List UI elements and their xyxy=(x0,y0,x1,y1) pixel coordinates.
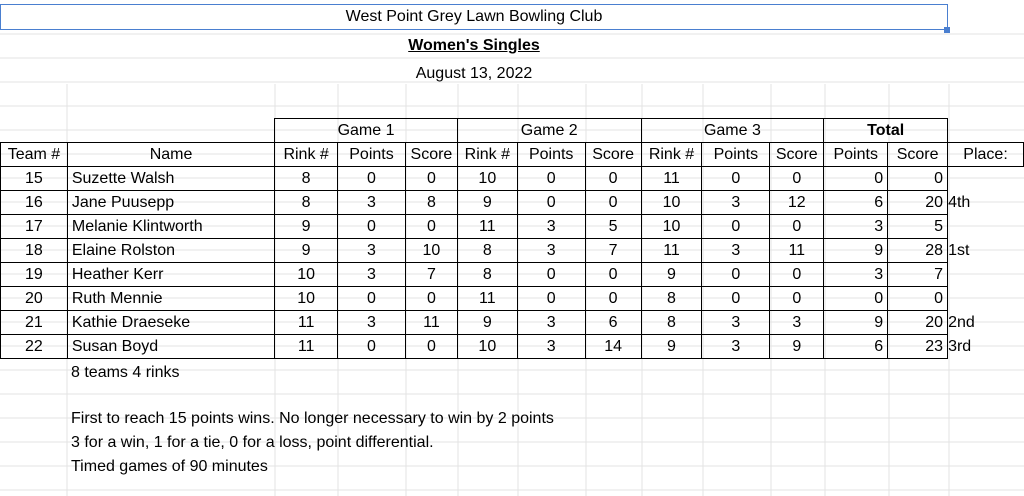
col-g2-score: Score xyxy=(585,143,641,167)
total-points-cell: 6 xyxy=(824,191,888,215)
table-row xyxy=(1,191,1024,215)
g3-rink-cell: 11 xyxy=(641,239,702,263)
g2-score-cell: 6 xyxy=(585,311,641,335)
table-row xyxy=(1,311,1024,335)
g3-rink-cell: 10 xyxy=(641,191,702,215)
total-points-cell: 9 xyxy=(824,311,888,335)
game-3-header: Game 3 xyxy=(641,119,824,143)
col-g1-points: Points xyxy=(338,143,406,167)
g2-rink-cell: 8 xyxy=(457,239,517,263)
g3-points-cell: 3 xyxy=(702,239,770,263)
team-number-cell: 19 xyxy=(1,263,68,287)
g3-score-cell: 9 xyxy=(770,335,824,359)
col-total-points: Points xyxy=(824,143,888,167)
g2-points-cell: 0 xyxy=(517,263,585,287)
g2-rink-cell: 11 xyxy=(457,215,517,239)
g2-rink-cell: 9 xyxy=(457,311,517,335)
total-score-cell: 28 xyxy=(888,239,948,263)
g2-points-cell: 3 xyxy=(517,215,585,239)
g1-points-cell: 0 xyxy=(338,215,406,239)
g3-score-cell: 11 xyxy=(770,239,824,263)
total-points-cell: 3 xyxy=(824,215,888,239)
total-score-cell: 7 xyxy=(888,263,948,287)
table-row xyxy=(1,263,1024,287)
col-g3-score: Score xyxy=(770,143,824,167)
g3-points-cell: 3 xyxy=(702,335,770,359)
table-row xyxy=(1,239,1024,263)
g2-points-cell: 3 xyxy=(517,335,585,359)
blank-cell xyxy=(948,119,1024,143)
g1-points-cell: 0 xyxy=(338,335,406,359)
place-cell xyxy=(948,167,1024,191)
results-table xyxy=(0,118,1024,359)
total-score-cell: 0 xyxy=(888,167,948,191)
total-score-cell: 20 xyxy=(888,311,948,335)
rule-note-3: Timed games of 90 minutes xyxy=(71,458,268,475)
g1-score-cell: 0 xyxy=(405,167,457,191)
g3-points-cell: 0 xyxy=(702,167,770,191)
g1-rink-cell: 10 xyxy=(275,263,338,287)
g1-rink-cell: 9 xyxy=(275,215,338,239)
blank-cell xyxy=(67,119,274,143)
place-cell: 2nd xyxy=(948,311,1024,335)
g2-points-cell: 3 xyxy=(517,311,585,335)
player-name-cell: Jane Puusepp xyxy=(67,191,274,215)
player-name-cell: Suzette Walsh xyxy=(67,167,274,191)
g3-rink-cell: 11 xyxy=(641,167,702,191)
g1-rink-cell: 10 xyxy=(275,287,338,311)
g3-points-cell: 0 xyxy=(702,287,770,311)
rule-note-2: 3 for a win, 1 for a tie, 0 for a loss, point differential. xyxy=(71,434,434,451)
g3-score-cell: 3 xyxy=(770,311,824,335)
game-1-header: Game 1 xyxy=(275,119,458,143)
place-cell: 1st xyxy=(948,239,1024,263)
rule-note-1: First to reach 15 points wins. No longer necessary to win by 2 points xyxy=(71,410,554,427)
total-score-cell: 23 xyxy=(888,335,948,359)
g1-rink-cell: 9 xyxy=(275,239,338,263)
total-points-cell: 6 xyxy=(824,335,888,359)
g2-points-cell: 0 xyxy=(517,167,585,191)
g2-rink-cell: 9 xyxy=(457,191,517,215)
club-title: West Point Grey Lawn Bowling Club xyxy=(345,8,603,25)
g2-rink-cell: 11 xyxy=(457,287,517,311)
team-number-cell: 15 xyxy=(1,167,68,191)
team-number-cell: 16 xyxy=(1,191,68,215)
g3-score-cell: 0 xyxy=(770,263,824,287)
g1-points-cell: 3 xyxy=(338,191,406,215)
blank-cell xyxy=(1,119,68,143)
event-title: Women's Singles xyxy=(408,37,540,54)
g3-points-cell: 3 xyxy=(702,191,770,215)
col-g3-rink: Rink # xyxy=(641,143,702,167)
total-points-cell: 0 xyxy=(824,167,888,191)
g2-points-cell: 0 xyxy=(517,287,585,311)
g1-points-cell: 3 xyxy=(338,311,406,335)
player-name-cell: Melanie Klintworth xyxy=(67,215,274,239)
player-name-cell: Ruth Mennie xyxy=(67,287,274,311)
g2-score-cell: 0 xyxy=(585,263,641,287)
g2-score-cell: 0 xyxy=(585,167,641,191)
table-row xyxy=(1,215,1024,239)
g1-score-cell: 11 xyxy=(405,311,457,335)
col-g2-rink: Rink # xyxy=(457,143,517,167)
col-team: Team # xyxy=(1,143,68,167)
g3-points-cell: 3 xyxy=(702,311,770,335)
player-name-cell: Heather Kerr xyxy=(67,263,274,287)
g3-points-cell: 0 xyxy=(702,215,770,239)
col-g1-score: Score xyxy=(405,143,457,167)
team-number-cell: 21 xyxy=(1,311,68,335)
place-cell xyxy=(948,263,1024,287)
g1-rink-cell: 11 xyxy=(275,311,338,335)
team-number-cell: 17 xyxy=(1,215,68,239)
g1-points-cell: 3 xyxy=(338,239,406,263)
g1-score-cell: 10 xyxy=(405,239,457,263)
game-header-row xyxy=(1,119,1024,143)
game-2-header: Game 2 xyxy=(457,119,641,143)
col-g2-points: Points xyxy=(517,143,585,167)
g1-rink-cell: 8 xyxy=(275,191,338,215)
col-name: Name xyxy=(67,143,274,167)
g1-score-cell: 7 xyxy=(405,263,457,287)
g2-rink-cell: 8 xyxy=(457,263,517,287)
g1-rink-cell: 8 xyxy=(275,167,338,191)
g3-score-cell: 12 xyxy=(770,191,824,215)
total-score-cell: 0 xyxy=(888,287,948,311)
team-number-cell: 22 xyxy=(1,335,68,359)
total-header: Total xyxy=(824,119,948,143)
g1-score-cell: 8 xyxy=(405,191,457,215)
g3-rink-cell: 10 xyxy=(641,215,702,239)
g1-score-cell: 0 xyxy=(405,215,457,239)
g3-rink-cell: 9 xyxy=(641,335,702,359)
total-score-cell: 20 xyxy=(888,191,948,215)
g1-points-cell: 0 xyxy=(338,287,406,311)
place-cell: 3rd xyxy=(948,335,1024,359)
g1-score-cell: 0 xyxy=(405,287,457,311)
g2-score-cell: 0 xyxy=(585,191,641,215)
player-name-cell: Susan Boyd xyxy=(67,335,274,359)
player-name-cell: Kathie Draeseke xyxy=(67,311,274,335)
g2-score-cell: 14 xyxy=(585,335,641,359)
col-g1-rink: Rink # xyxy=(275,143,338,167)
total-points-cell: 9 xyxy=(824,239,888,263)
g1-score-cell: 0 xyxy=(405,335,457,359)
g3-score-cell: 0 xyxy=(770,287,824,311)
total-score-cell: 5 xyxy=(888,215,948,239)
g2-score-cell: 7 xyxy=(585,239,641,263)
g2-points-cell: 0 xyxy=(517,191,585,215)
g3-rink-cell: 8 xyxy=(641,311,702,335)
g2-rink-cell: 10 xyxy=(457,335,517,359)
place-cell xyxy=(948,287,1024,311)
team-number-cell: 18 xyxy=(1,239,68,263)
place-cell: 4th xyxy=(948,191,1024,215)
teams-note: 8 teams 4 rinks xyxy=(71,364,180,381)
team-number-cell: 20 xyxy=(1,287,68,311)
g2-score-cell: 0 xyxy=(585,287,641,311)
player-name-cell: Elaine Rolston xyxy=(67,239,274,263)
column-header-row xyxy=(1,143,1024,167)
table-row xyxy=(1,335,1024,359)
total-points-cell: 3 xyxy=(824,263,888,287)
g2-points-cell: 3 xyxy=(517,239,585,263)
col-total-score: Score xyxy=(888,143,948,167)
col-place: Place: xyxy=(948,143,1024,167)
g1-points-cell: 0 xyxy=(338,167,406,191)
total-points-cell: 0 xyxy=(824,287,888,311)
g2-score-cell: 5 xyxy=(585,215,641,239)
table-row xyxy=(1,167,1024,191)
g3-score-cell: 0 xyxy=(770,167,824,191)
place-cell xyxy=(948,215,1024,239)
g1-rink-cell: 11 xyxy=(275,335,338,359)
g3-score-cell: 0 xyxy=(770,215,824,239)
g1-points-cell: 3 xyxy=(338,263,406,287)
table-row xyxy=(1,287,1024,311)
g2-rink-cell: 10 xyxy=(457,167,517,191)
col-g3-points: Points xyxy=(702,143,770,167)
event-date: August 13, 2022 xyxy=(415,65,533,82)
g3-points-cell: 0 xyxy=(702,263,770,287)
g3-rink-cell: 8 xyxy=(641,287,702,311)
g3-rink-cell: 9 xyxy=(641,263,702,287)
